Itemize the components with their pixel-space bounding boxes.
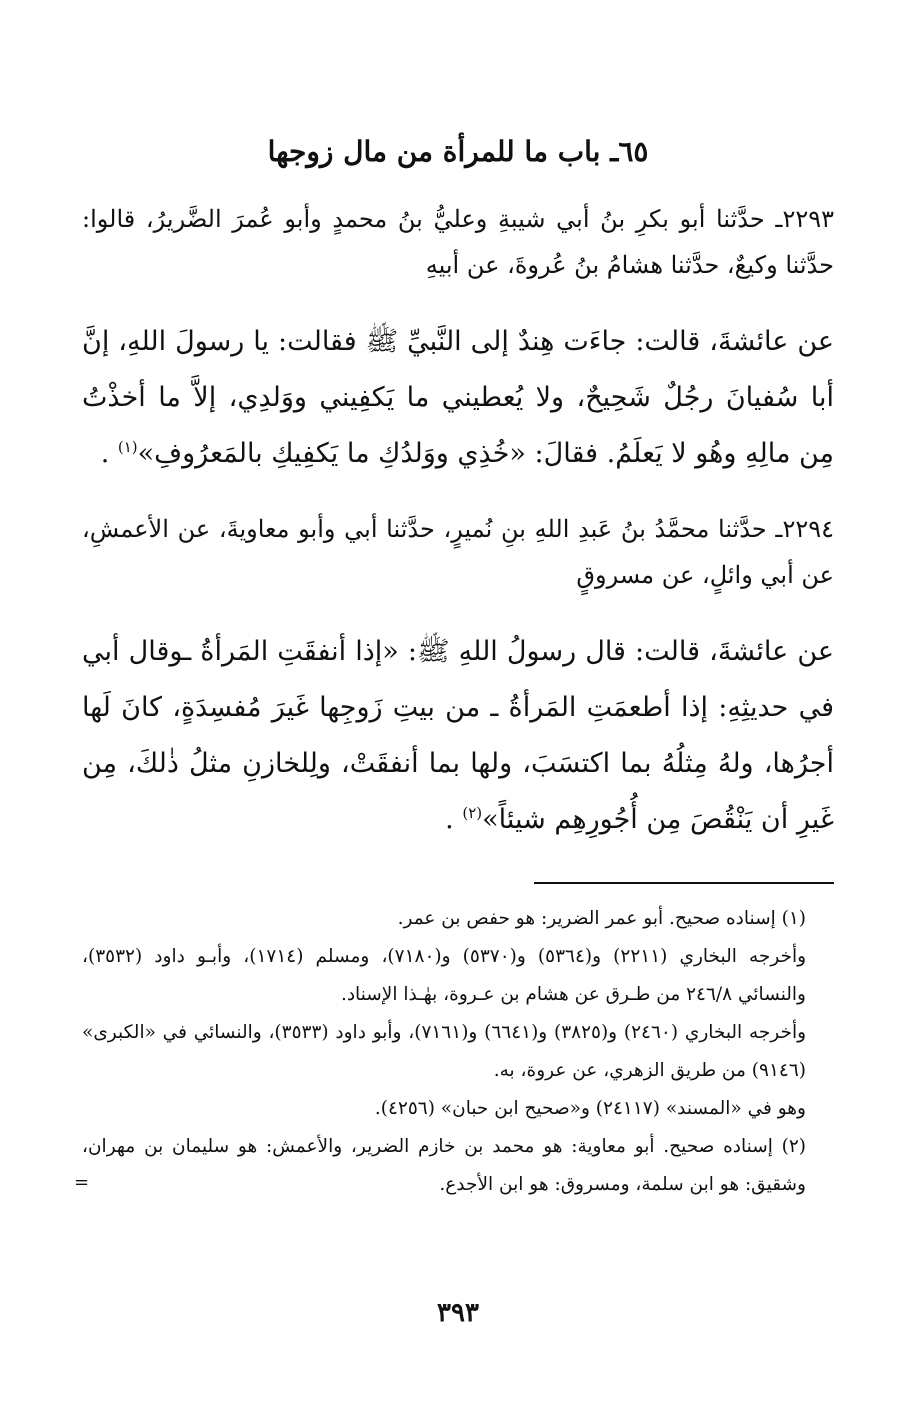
footnote-ref-1[interactable]: (١) [117,438,138,456]
footnote-ref-2[interactable]: (٢) [462,804,483,822]
hadith-2293-matn: عن عائشةَ، قالت: جاءَت هِندٌ إلى النَّبيِّ ﷺ فقالت: يا رسولَ اللهِ، إنَّ أبا سُفيانَ رجُلٌ شَحِيحٌ، ولا يُعطيني ما يَكفِيني ووَلدِي، إلاَّ ما أخذْتُ مِن مالِهِ وهُو لا يَعلَمُ. فقالَ: «خُذِي ووَلدُكِ ما يَكفِيكِ بالمَعرُوفِ» [82,326,834,469]
footnote-1-line-1: (١) إسناده صحيح. أبو عمر الضرير: هو حفص بن عمر. [397,908,806,929]
footnote-2-paragraph [74,1128,834,1204]
footnote-divider-wrap [82,872,834,900]
footnote-divider [534,882,834,884]
footnotes-section [74,900,834,1204]
footnote-1-paragraph-2: وأخرجه البخاري (٢٢١١) و(٥٣٦٤) و(٥٣٧٠) و(٧١٨٠)، ومسلم (١٧١٤)، وأبـو داود (٣٥٣٢)، والنسائي ٢٤٦/٨ من طـرق عن هشام بن عـروة، بهٰـذا الإسناد. [82,946,807,1005]
hadith-2294-matn: عن عائشةَ، قالت: قال رسولُ اللهِ ﷺ: «إذا أنفقَتِ المَرأةُ ـوقال أبي في حديثِهِ: إذا أطعمَتِ المَرأةُ ـ من بيتِ زَوجِها غَيرَ مُفسِدَةٍ، كانَ لَها أجرُها، ولهُ مِثلُهُ بما اكتسَبَ، ولها بما أنفقَتْ، ولِلخازنِ مثلُ ذٰلكَ، مِن غَيرِ أن يَنْقُصَ مِن أُجُورِهِم شيئاً» [82,636,834,835]
hadith-2294-end: . [445,804,463,835]
continuation-mark: = [74,1172,90,1193]
footnote-1-paragraph-3: وأخرجه البخاري (٢٤٦٠) و(٣٨٢٥) و(٦٦٤١) و(٧١٦١)، وأبو داود (٣٥٣٣)، والنسائي في «الكبرى» (٩١٤٦) من طريق الزهري، عن عروة، به. [82,1022,807,1081]
page-number: ٣٩٣ [437,1298,479,1328]
footnote-1-paragraph-4: وهو في «المسند» (٢٤١١٧) و«صحيح ابن حبان» (٤٢٥٦). [374,1098,806,1119]
hadith-2294-isnad: ٢٢٩٤ـ حدَّثنا محمَّدُ بنُ عَبدِ اللهِ بنِ نُميرٍ، حدَّثنا أبي وأبو معاويةَ، عن الأعمشِ، عن أبي وائلٍ، عن مسروقٍ [82,515,834,589]
hadith-2293-matn-paragraph [82,314,834,482]
book-page [74,130,834,1330]
chapter-title: ٦٥ـ باب ما للمرأة من مال زوجها [267,135,649,168]
hadith-2294-matn-paragraph [82,624,834,848]
hadith-2293-end: . [100,438,118,469]
footnote-2-text: (٢) إسناده صحيح. أبو معاوية: هو محمد بن خازم الضرير، والأعمش: هو سليمان بن مهران، وشقيق: هو ابن سلمة، ومسروق: هو ابن الأجدع. [82,1136,806,1195]
hadith-2293-isnad: ٢٢٩٣ـ حدَّثنا أبو بكرِ بنُ أبي شيبةِ وعليُّ بنُ محمدٍ وأبو عُمرَ الضَّريرُ، قالوا: حدَّثنا وكيعٌ، حدَّثنا هشامُ بنُ عُروةَ، عن أبيهِ [82,205,834,279]
